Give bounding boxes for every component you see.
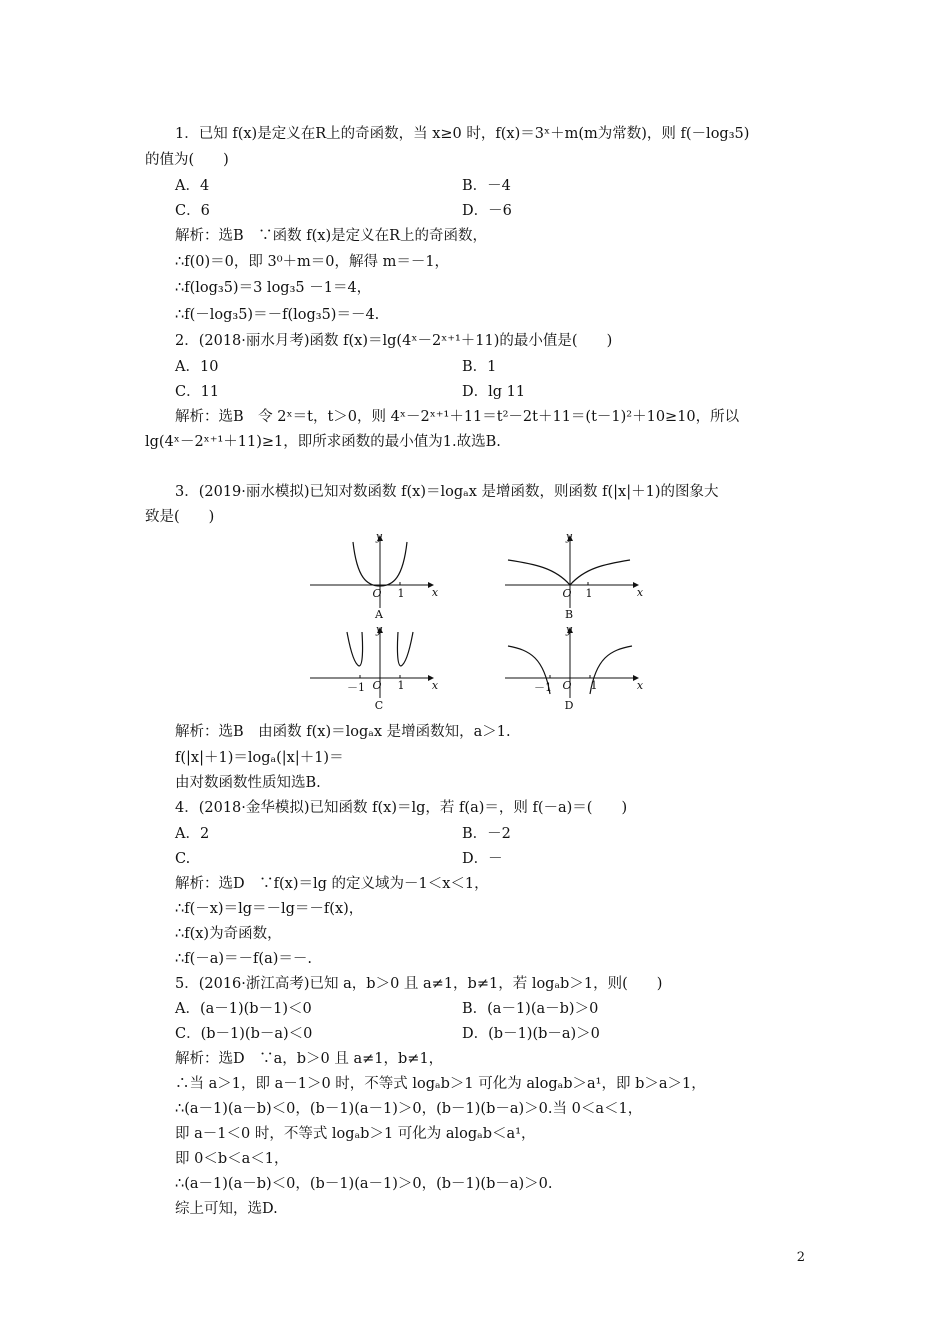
q5-option-d: D．(b－1)(b－a)＞0 [462, 1026, 600, 1042]
q4-option-a: A．2 [175, 826, 210, 842]
q1-stem-line2: 的值为( ) [145, 152, 229, 168]
q5-solution-line4: 即 a－1＜0 时，不等式 logₐb＞1 可化为 alogₐb＜a¹， [175, 1126, 536, 1142]
graph-d-y-label: y [565, 623, 573, 636]
q2-option-a: A．10 [175, 359, 219, 375]
graph-d-tick-minus-1: －1 [534, 681, 552, 694]
q1-option-d: D．－6 [462, 203, 512, 219]
graph-c-y-label: y [375, 623, 383, 636]
q2-option-b: B．1 [462, 359, 497, 375]
q4-solution-line1: 解析：选D ∵f(x)＝lg 的定义域为－1＜x＜1， [175, 876, 489, 892]
graph-a-caption: A [375, 608, 383, 621]
q5-solution-line6: ∴(a－1)(a－b)＜0，(b－1)(a－1)＞0，(b－1)(b－a)＞0. [175, 1176, 553, 1192]
q5-solution-line3: ∴(a－1)(a－b)＜0，(b－1)(a－1)＞0，(b－1)(b－a)＞0.当 0＜a＜1， [175, 1101, 643, 1117]
q5-option-a: A．(a－1)(b－1)＜0 [175, 1001, 312, 1017]
q1-solution-line2: ∴f(0)＝0，即 3⁰＋m＝0，解得 m＝－1， [175, 254, 450, 270]
q1-option-b: B．－4 [462, 178, 511, 194]
graph-c [305, 618, 445, 712]
q5-option-c: C．(b－1)(b－a)＜0 [175, 1026, 313, 1042]
q5-solution-line1: 解析：选D ∵a，b＞0 且 a≠1，b≠1， [175, 1051, 444, 1067]
q3-stem-line2: 致是( ) [145, 509, 215, 525]
q1-stem-line1: 1．已知 f(x)是定义在R上的奇函数，当 x≥0 时，f(x)＝3ˣ＋m(m为常数)，则 f(－log₃5) [175, 126, 750, 142]
q2-option-c: C．11 [175, 384, 220, 400]
graph-b-caption: B [564, 608, 574, 621]
q4-stem: 4．(2018·金华模拟)已知函数 f(x)＝lg，若 f(a)＝，则 f(－a)＝( ) [175, 800, 628, 816]
graph-b-y-label: y [565, 530, 573, 543]
graph-d-origin: O [562, 679, 572, 692]
graph-c-caption: C [374, 699, 384, 712]
q4-solution-line4: ∴f(－a)＝－f(a)＝－. [175, 951, 312, 967]
q3-solution-line2: f(|x|＋1)＝logₐ(|x|＋1)＝ [175, 750, 344, 766]
q4-solution-line2: ∴f(－x)＝lg＝－lg＝－f(x)， [175, 901, 364, 917]
graph-b-origin: O [562, 587, 572, 600]
graph-b [500, 530, 650, 621]
q1-solution-line4: ∴f(－log₃5)＝－f(log₃5)＝－4. [175, 307, 380, 323]
q4-solution-line3: ∴f(x)为奇函数， [175, 926, 282, 942]
graph-a-tick-1: 1 [397, 587, 405, 600]
graph-a-x-label: x [431, 586, 439, 599]
graph-b-x-label: x [636, 586, 644, 599]
q2-option-d: D．lg 11 [462, 384, 526, 400]
q1-option-c: C．6 [175, 203, 210, 219]
q5-stem: 5．(2016·浙江高考)已知 a，b＞0 且 a≠1，b≠1，若 logₐb＞1，则( ) [175, 976, 663, 992]
graph-c-tick-1: 1 [397, 679, 405, 692]
q5-solution-line7: 综上可知，选D. [175, 1201, 278, 1217]
graph-c-origin: O [372, 679, 382, 692]
graph-a-origin: O [372, 587, 382, 600]
q2-stem: 2．(2018·丽水月考)函数 f(x)＝lg(4ˣ－2ˣ⁺¹＋11)的最小值是( ) [175, 333, 613, 349]
graph-c-x-label: x [431, 679, 439, 692]
q5-solution-line5: 即 0＜b＜a＜1， [175, 1151, 289, 1167]
graph-d-tick-1: 1 [590, 679, 598, 692]
q3-stem-line1: 3．(2019·丽水模拟)已知对数函数 f(x)＝logₐx 是增函数，则函数 f(|x|＋1)的图象大 [175, 484, 719, 500]
q3-solution-line3: 由对数函数性质知选B. [175, 775, 321, 791]
q1-option-a: A．4 [175, 178, 210, 194]
q4-option-b: B．－2 [462, 826, 511, 842]
q3-solution-line1: 解析：选B 由函数 f(x)＝logₐx 是增函数知，a＞1. [175, 724, 511, 740]
q2-solution-line2: lg(4ˣ－2ˣ⁺¹＋11)≥1，即所求函数的最小值为1.故选B. [145, 434, 501, 450]
q5-option-b: B．(a－1)(a－b)＞0 [462, 1001, 599, 1017]
q4-option-d: D．－ [462, 851, 503, 867]
graph-d-caption: D [564, 699, 574, 712]
graph-a [305, 530, 445, 621]
graph-a-y-label: y [375, 530, 383, 543]
page-number: 2 [796, 1250, 805, 1265]
graph-c-tick-minus-1: －1 [347, 681, 365, 694]
q1-solution-line1: 解析：选B ∵函数 f(x)是定义在R上的奇函数， [175, 228, 488, 244]
graph-d [500, 618, 650, 712]
q2-solution-line1: 解析：选B 令 2ˣ＝t，t＞0，则 4ˣ－2ˣ⁺¹＋11＝t²－2t＋11＝(t－1)²＋10≥10，所以 [175, 409, 740, 425]
q5-solution-line2: ∴当 a＞1，即 a－1＞0 时，不等式 logₐb＞1 可化为 alogₐb＞a¹，即 b＞a＞1， [175, 1076, 706, 1092]
q1-solution-line3: ∴f(log₃5)＝3 log₃5 －1＝4， [175, 280, 372, 296]
graph-d-x-label: x [636, 679, 644, 692]
graph-b-tick-1: 1 [585, 587, 593, 600]
q4-option-c: C. [175, 851, 191, 867]
